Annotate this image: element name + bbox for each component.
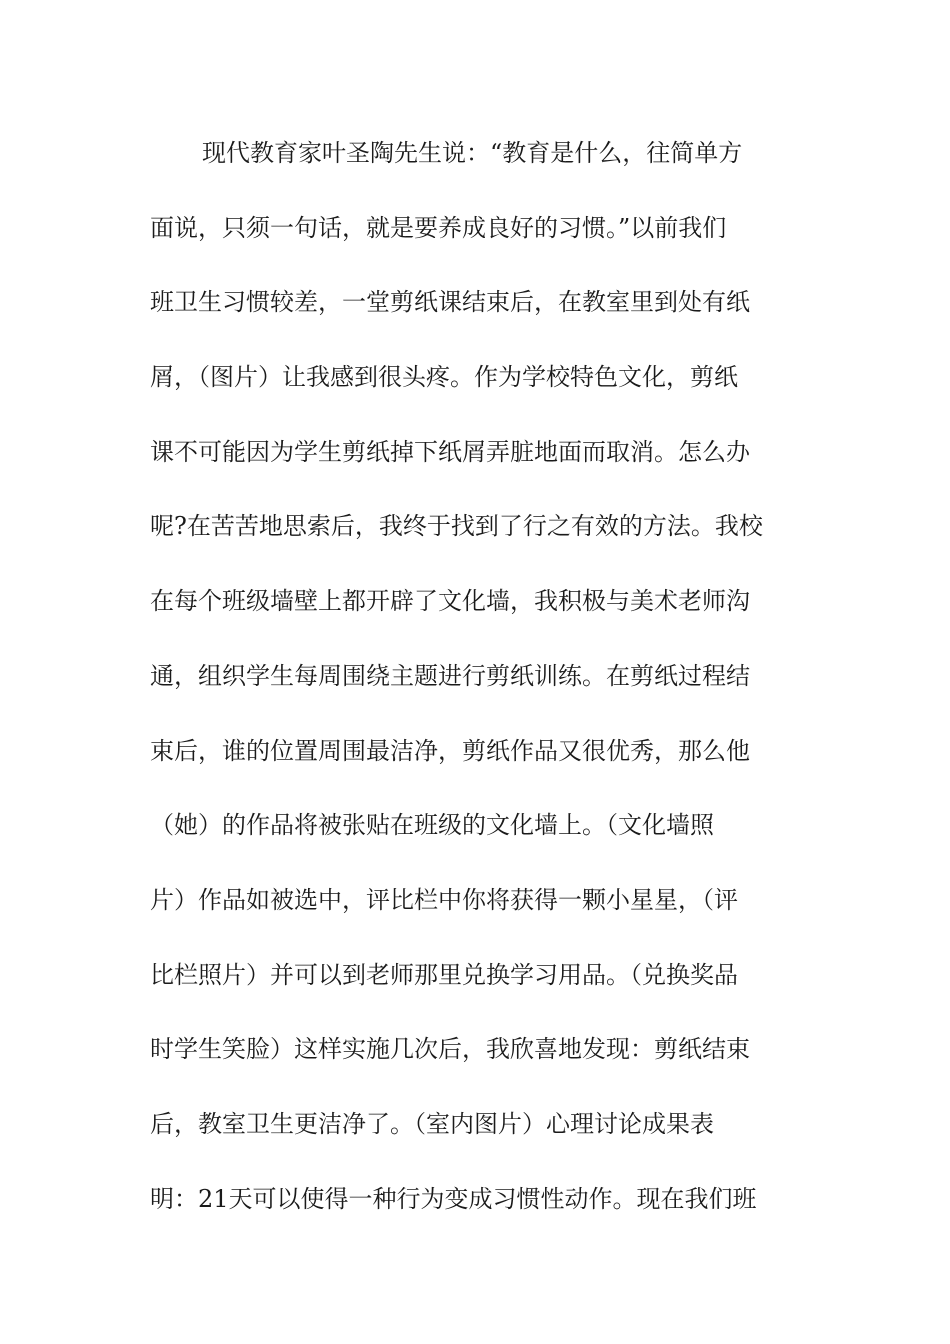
text-line: 片）作品如被选中，评比栏中你将获得一颗小星星，（评 xyxy=(150,885,738,914)
text-line: 明：21天可以使得一种行为变成习惯性动作。现在我们班 xyxy=(150,1184,757,1213)
text-line: （她）的作品将被张贴在班级的文化墙上。（文化墙照 xyxy=(150,811,714,840)
text-line: 束后，谁的位置周围最洁净，剪纸作品又很优秀，那么他 xyxy=(150,736,750,765)
text-line: 通，组织学生每周围绕主题进行剪纸训练。在剪纸过程结 xyxy=(150,661,750,690)
text-line: 课不可能因为学生剪纸掉下纸屑弄脏地面而取消。怎么办 xyxy=(150,437,750,466)
text-line: 现代教育家叶圣陶先生说：“教育是什么，往简单方 xyxy=(202,139,743,167)
text-line: 屑，（图片）让我感到很头疼。作为学校特色文化，剪纸 xyxy=(150,363,738,392)
paragraph xyxy=(150,133,810,1253)
text-line: 班卫生习惯较差，一堂剪纸课结束后，在教室里到处有纸 xyxy=(150,288,750,317)
text-line: 时学生笑脸）这样实施几次后，我欣喜地发现：剪纸结束 xyxy=(150,1035,750,1064)
text-line: 面说，只须一句话，就是要养成良好的习惯。”以前我们 xyxy=(150,213,727,242)
text-line: 后，教室卫生更洁净了。（室内图片）心理讨论成果表 xyxy=(150,1109,714,1138)
text-line: 在每个班级墙壁上都开辟了文化墙，我积极与美术老师沟 xyxy=(150,587,750,616)
text-line: 呢?在苦苦地思索后，我终于找到了行之有效的方法。我校 xyxy=(150,512,763,541)
text-line: 比栏照片）并可以到老师那里兑换学习用品。（兑换奖品 xyxy=(150,960,738,989)
